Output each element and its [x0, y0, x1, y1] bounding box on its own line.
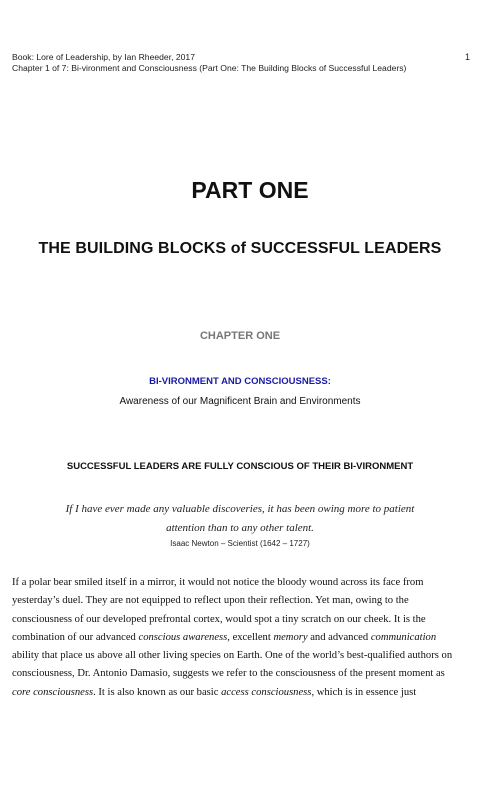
italic-term: conscious awareness	[138, 631, 228, 643]
section-heading: SUCCESSFUL LEADERS ARE FULLY CONSCIOUS OF THEIR BI-VIRONMENT	[66, 461, 414, 472]
book-info-line: Book: Lore of Leadership, by Ian Rheeder, 2017	[12, 52, 195, 62]
italic-term: communication	[370, 631, 437, 643]
page-number: 1	[464, 52, 470, 62]
paragraph-line: consciousness, Dr. Antonio Damasio, suggests we refer to the consciousness of the present moment as	[12, 668, 445, 680]
italic-term: access consciousness	[221, 686, 312, 698]
part-subtitle: THE BUILDING BLOCKS of SUCCESSFUL LEADERS	[38, 240, 442, 257]
paragraph-line: If a polar bear smiled itself in a mirror, it would not notice the bloody wound across its face from	[12, 577, 424, 588]
part-title: PART ONE	[191, 177, 309, 203]
chapter-subtitle: Awareness of our Magnificent Brain and Environments	[119, 396, 361, 407]
text-run: , which is in essence just	[311, 686, 417, 698]
quote-line: If I have ever made any valuable discoveries, it has been owing more to patient	[65, 503, 415, 515]
text-run: , excellent	[227, 631, 274, 643]
body-paragraph	[12, 574, 480, 702]
paragraph-line	[12, 629, 480, 647]
paragraph-line	[12, 684, 480, 702]
chapter-title: BI-VIRONMENT AND CONSCIOUSNESS:	[149, 376, 331, 387]
paragraph-line: yesterday’s duel. They are not equipped to reflect upon their reflection. Yet man, owing to the	[12, 595, 409, 607]
quote-attribution: Isaac Newton – Scientist (1642 – 1727)	[170, 539, 310, 548]
text-run: combination of our advanced	[12, 631, 139, 643]
chapter-info-line: Chapter 1 of 7: Bi-vironment and Consciousness (Part One: The Building Blocks of Successful Leaders)	[12, 63, 407, 73]
italic-term: core consciousness	[12, 686, 94, 698]
italic-term: memory	[273, 631, 308, 643]
paragraph-line: consciousness of our developed prefrontal cortex, would spot a tiny scratch on our cheek. It is the	[12, 613, 426, 625]
text-run: and advanced	[307, 631, 371, 643]
quote-line: attention than to any other talent.	[166, 522, 314, 534]
paragraph-line: ability that place us above all other living species on Earth. One of the world’s best-qualified authors on	[12, 650, 453, 662]
document-header	[12, 52, 472, 74]
text-run: . It is also known as our basic	[93, 686, 222, 698]
epigraph-quote	[0, 500, 480, 538]
chapter-label: CHAPTER ONE	[199, 330, 281, 342]
